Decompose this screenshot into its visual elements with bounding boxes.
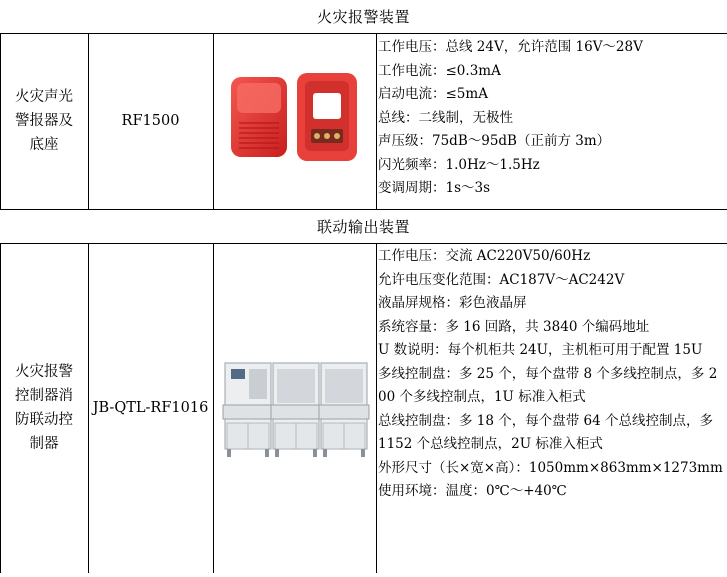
product-name-cell: [0, 243, 88, 573]
section-title-linkage-output: [0, 209, 727, 243]
cabinet-left: [223, 363, 273, 457]
grid-line: [0, 33, 1, 209]
grid-line: [376, 243, 377, 573]
spec-line: 使用环境：温度：0℃～+40℃: [378, 483, 567, 499]
spec-line: 允许电压变化范围：AC187V～AC242V: [378, 271, 625, 288]
product-name-line: 制器: [29, 436, 59, 452]
cabinet-middle: [271, 363, 321, 457]
product-name-cell: [0, 33, 88, 209]
spec-line: 液晶屏规格：彩色液晶屏: [378, 295, 527, 311]
spec-line: 总线：二线制，无极性: [378, 109, 513, 126]
product-name: [15, 85, 73, 157]
spec-line: 启动电流：≤5mA: [378, 86, 488, 102]
specs-cell: [376, 33, 727, 209]
product-name-line: 控制器消: [15, 388, 73, 404]
grid-line: [0, 33, 727, 34]
spec-line: 多线控制盘：多 25 个，每个盘带 8 个多线控制点，多 200 个多线控制点，1U 标准入柜式: [378, 365, 718, 405]
product-name: [15, 360, 73, 456]
spec-line: 总线控制盘：多 18 个，每个盘带 64 个总线控制点，多 1152 个总线控制点，2U 标准入柜式: [378, 412, 714, 452]
cabinet-right: [319, 363, 369, 457]
model-number: RF1500: [121, 113, 180, 129]
spec-line: 外形尺寸（长×宽×高）：1050mm×863mm×1273mm: [378, 459, 723, 476]
section-title-alarm-device: [0, 0, 727, 33]
grid-line: [88, 243, 89, 573]
spec-line: 变调周期：1s～3s: [378, 180, 491, 196]
control-cabinet-image: [213, 243, 376, 573]
product-name-line: 防联动控: [15, 412, 73, 428]
spec-line: 工作电压：交流 AC220V50/60Hz: [378, 248, 591, 264]
section-title-text: 联动输出装置: [316, 217, 410, 236]
model-cell: [88, 243, 213, 573]
product-name-line: 底座: [29, 137, 59, 153]
product-name-line: 火灾声光: [15, 89, 73, 105]
grid-line: [88, 33, 89, 209]
spec-line: 系统容量：多 16 回路，共 3840 个编码地址: [378, 318, 650, 335]
model-cell: [88, 33, 213, 209]
spec-line: 闪光频率：1.0Hz～1.5Hz: [378, 156, 540, 173]
strobe-sounder-image: [213, 33, 376, 209]
spec-line: 声压级：75dB～95dB（正前方 3m）: [378, 133, 611, 149]
model-number: JB-QTL-RF1016: [92, 400, 209, 416]
spec-line: 工作电流：≤0.3mA: [378, 62, 501, 79]
specs-cell: [376, 243, 727, 573]
grid-line: [213, 243, 214, 573]
grid-line: [0, 209, 727, 210]
product-name-line: 火灾报警: [15, 364, 73, 380]
grid-line: [0, 243, 727, 244]
grid-line: [376, 33, 377, 209]
spec-line: 工作电压：总线 24V，允许范围 16V～28V: [378, 39, 643, 55]
grid-line: [0, 243, 1, 573]
section-title-text: 火灾报警装置: [316, 8, 410, 26]
product-name-line: 警报器及: [15, 113, 73, 129]
grid-line: [213, 33, 214, 209]
spec-line: U 数说明：每个机柜共 24U，主机柜可用于配置 15U: [378, 342, 703, 358]
product-image-cell: [213, 243, 376, 573]
product-image-cell: [213, 33, 376, 209]
